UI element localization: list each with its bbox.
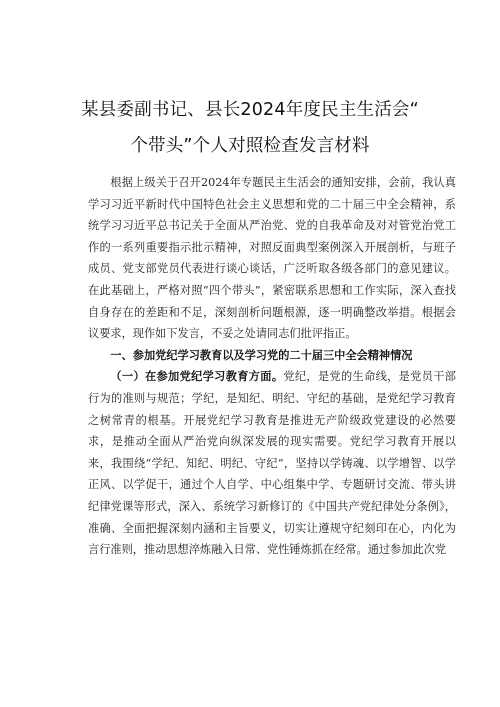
document-title (62, 92, 438, 164)
subsection-text: 党纪，是党的生命线，是党员干部行为的准则与规范；学纪，是知纪、明纪、守纪的基础，是党纪学习教育之树常青的根基。开展党纪学习教育是推进无产阶级政党建设的必然要求，是推动全面从严治党向纵深发展的现实需要。党纪学习教育开展以来，我围绕“学纪、知纪、明纪、守纪”，坚持以学铸魂、以学增智、以学正风、以学促干，通过个人自学、中心组集中学、专题研讨交流、带头讲纪律党课等形式，深入、系统学习新修订的《中国共产党纪律处分条例》，准确、全面把握深刻内涵和主旨要义，切实让遵规守纪刻印在心，内化为言行准则，推动思想淬炼融入日常、党性锤炼抓在经常。通过参加此次党 (88, 370, 456, 557)
document-body (88, 172, 456, 561)
subsection-paragraph (88, 366, 456, 560)
section-heading: 一、参加党纪学习教育以及学习党的二十届三中全会精神情况 (110, 347, 413, 362)
intro-paragraph: 根据上级关于召开2024年专题民主生活会的通知安排，会前，我认真学习习近平新时代中国特色社会主义思想和党的二十届三中全会精神，系统学习习近平总书记关于全面从严治党、党的自我革命及对对管党治党工作的一系列重要指示批示精神，对照反面典型案例深入开展剖析，与班子成员、党支部党员代表进行谈心谈话，广泛听取各级各部门的意见建议。在此基础上，严格对照“四个带头”，紧密联系思想和工作实际，深入查找自身存在的差距和不足，深刻剖析问题根源，逐一明确整改举措。根据会议要求，现作如下发言，不妥之处请同志们批评指正。 (88, 176, 456, 341)
title-line-1: 某县委副书记、县长2024年度民主生活会“ (81, 100, 419, 120)
title-line-2: 个带头”个人对照检查发言材料 (130, 136, 370, 156)
subsection-heading: （一）在参加党纪学习教育方面。 (110, 369, 284, 384)
